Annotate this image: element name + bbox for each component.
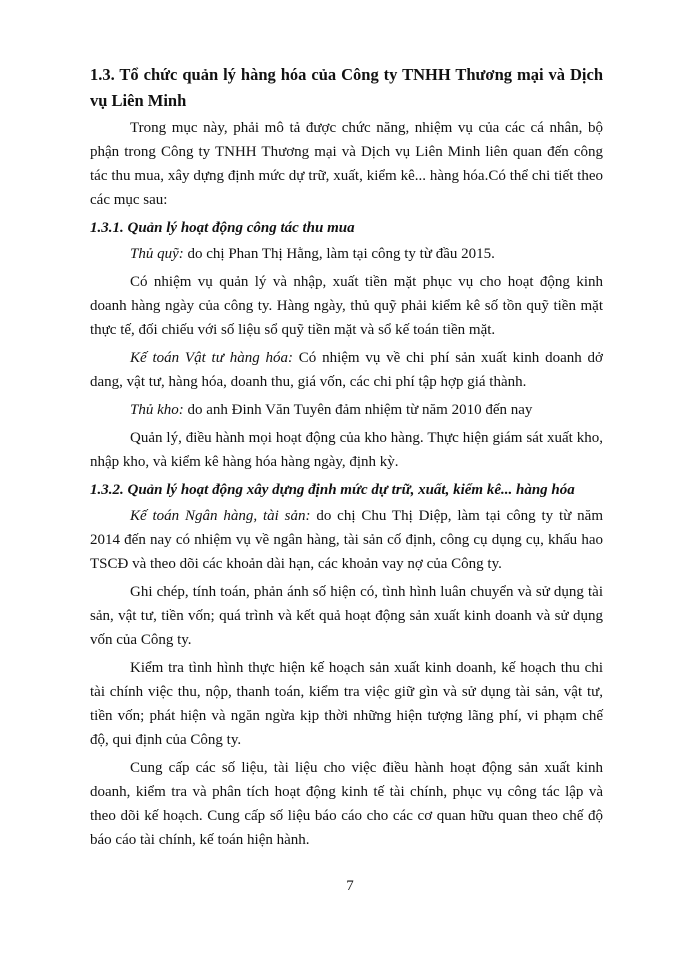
paragraph-kiem-tra: Kiểm tra tình hình thực hiện kế hoạch sản xuất kinh doanh, kế hoạch thu chi tài chính việc thu, nộp, thanh toán, kiểm tra việc giữ gìn và sử dụng tài sản, vật tư, tiền vốn; phát hiện và ngăn ngừa kịp thời những hiện tượng lãng phí, vi phạm chế độ, qui định của Công ty. [90,660,603,748]
subsection-heading-1: 1.3.1. Quản lý hoạt động công tác thu mua [90,220,355,236]
thu-kho-text: do anh Đinh Văn Tuyên đảm nhiệm từ năm 2010 đến nay [183,402,533,418]
ke-toan-vat-tu-paragraph [90,346,603,394]
ke-toan-ngan-hang-text: do chị Chu Thị Diệp, làm tại công ty từ năm 2014 đến nay có nhiệm vụ về ngân hàng, tài sản cố định, công cụ dụng cụ, khấu hao TSCĐ và theo dõi các khoản dài hạn, các khoản vay nợ của Công ty. [90,508,603,572]
page-number: 7 [346,878,354,894]
thu-kho-paragraph [90,398,603,422]
thu-quy-duty-paragraph: Có nhiệm vụ quản lý và nhập, xuất tiền mặt phục vụ cho hoạt động kinh doanh hàng ngày của công ty. Hàng ngày, thủ quỹ phải kiểm kê số tồn quỹ tiền mặt thực tế, đối chiếu với số liệu sổ quỹ tiền mặt và sổ kế toán tiền mặt. [90,274,603,338]
ke-toan-ngan-hang-label: Kế toán Ngân hàng, tài sản: [130,508,311,524]
thu-quy-text: do chị Phan Thị Hằng, làm tại công ty từ đầu 2015. [183,246,495,262]
subsection-heading-2: 1.3.2. Quản lý hoạt động xây dựng định mức dự trữ, xuất, kiểm kê... hàng hóa [90,482,575,498]
document-page [90,62,603,856]
paragraph-cung-cap: Cung cấp các số liệu, tài liệu cho việc điều hành hoạt động sản xuất kinh doanh, kiểm tra và phân tích hoạt động kinh tế tài chính, phục vụ công tác lập và theo dõi kế hoạch. Cung cấp số liệu báo cáo cho các cơ quan hữu quan theo chế độ báo cáo tài chính, kế toán hiện hành. [90,760,603,848]
thu-quy-paragraph [90,242,603,266]
ke-toan-ngan-hang-paragraph [90,504,603,576]
ke-toan-vat-tu-label: Kế toán Vật tư hàng hóa: [130,350,293,366]
intro-paragraph: Trong mục này, phải mô tả được chức năng, nhiệm vụ của các cá nhân, bộ phận trong Công ty TNHH Thương mại và Dịch vụ Liên Minh liên quan đến công tác thu mua, xây dựng định mức dự trữ, xuất, kiểm kê... hàng hóa.Có thể chi tiết theo các mục sau: [90,120,603,208]
thu-kho-label: Thủ kho: [130,402,184,418]
ke-toan-vat-tu-text: Có nhiệm vụ về chi phí sản xuất kinh doanh dở dang, vật tư, hàng hóa, doanh thu, giá vốn, các chi phí tập hợp giá thành. [90,350,603,390]
paragraph-ghi-chep: Ghi chép, tính toán, phản ánh số hiện có, tình hình luân chuyển và sử dụng tài sản, vật tư, tiền vốn; quá trình và kết quả hoạt động sản xuất kinh doanh và sử dụng vốn của Công ty. [90,584,603,648]
section-heading: 1.3. Tổ chức quản lý hàng hóa của Công ty TNHH Thương mại và Dịch vụ Liên Minh [90,65,603,110]
thu-quy-label: Thủ quỹ: [130,246,184,262]
thu-kho-duty-paragraph: Quản lý, điều hành mọi hoạt động của kho hàng. Thực hiện giám sát xuất kho, nhập kho, và kiểm kê hàng hóa hàng ngày, định kỳ. [90,430,603,470]
